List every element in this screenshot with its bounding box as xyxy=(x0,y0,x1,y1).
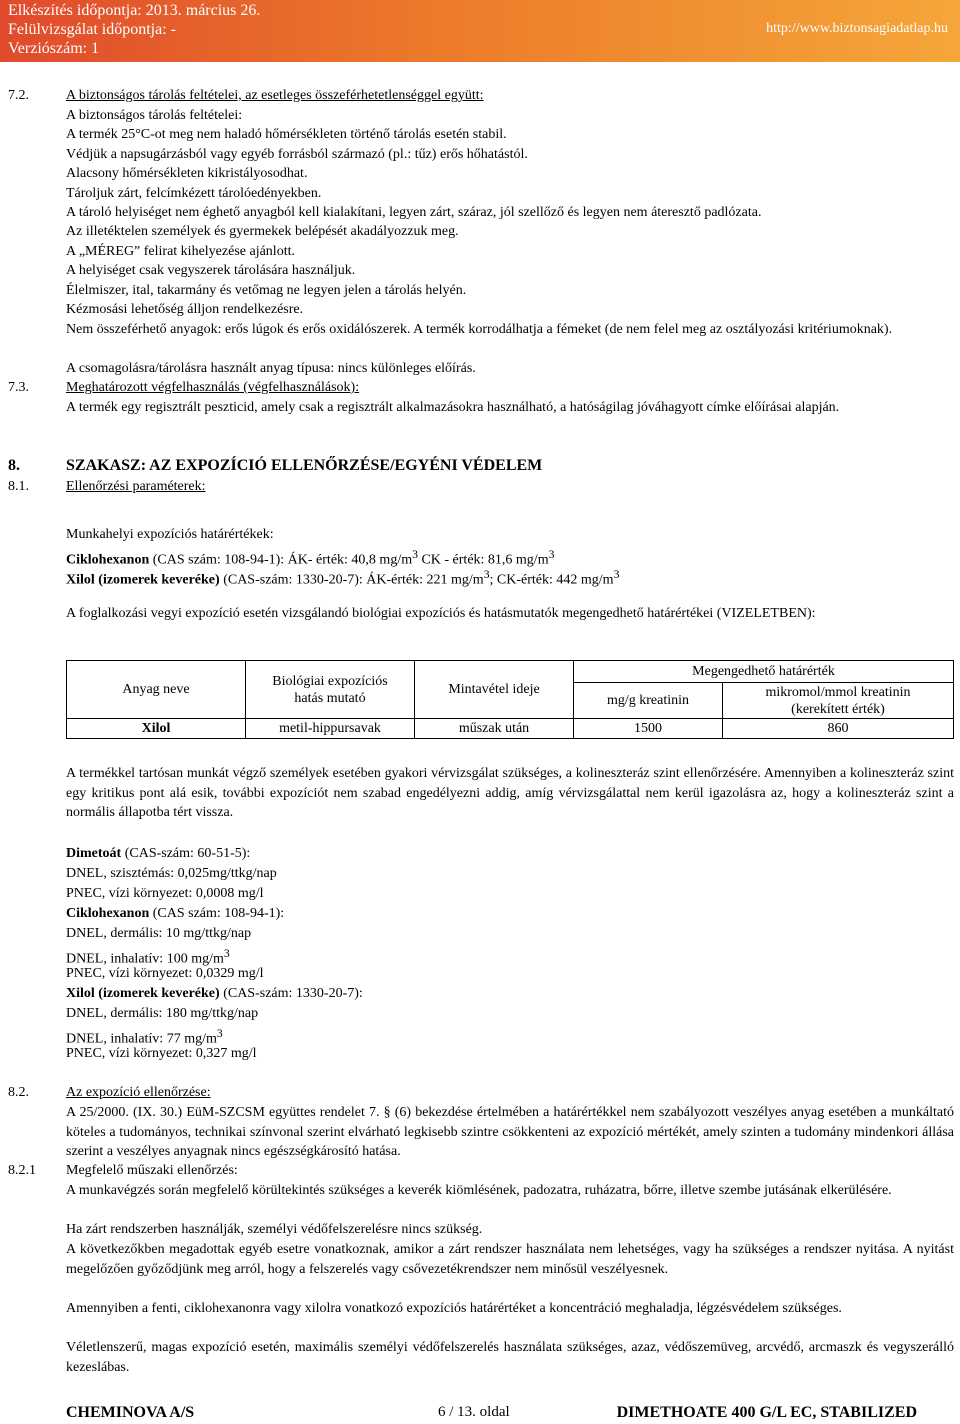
table-cell: műszak után xyxy=(415,719,574,739)
section-number: 8.2.1 xyxy=(8,1163,36,1178)
substance-name: Xilol (izomerek keveréke) xyxy=(66,572,220,588)
revision-date: Felülvizsgálat időpontja: - xyxy=(8,21,176,38)
section-title: Ellenőrzési paraméterek: xyxy=(66,479,206,494)
dnel-value: DNEL, szisztémás: 0,025mg/ttkg/nap xyxy=(66,866,277,881)
text-line: A tároló helyiséget nem éghető anyagból kell kialakítani, legyen zárt, száraz, jól szellőző és legyen nem áteresztő padlózata. xyxy=(66,205,762,220)
pnec-value: PNEC, vízi környezet: 0,0329 mg/l xyxy=(66,966,264,981)
created-date: Elkészítés időpontja: 2013. március 26. xyxy=(8,2,261,19)
paragraph: A munkavégzés során megfelelő körültekintés szükséges a keverék kiömlésének, padozatra, ruházatra, bőrre, illetve szembe jutásának elkerülésére. xyxy=(66,1183,892,1198)
dnel-value: DNEL, dermális: 10 mg/ttkg/nap xyxy=(66,926,252,941)
dnel-value: DNEL, inhalatív: 100 $mg/m^3$ xyxy=(66,947,230,967)
exposure-control-text: A 25/2000. (IX. 30.) EüM-SZCSM együttes rendelet 7. § (6) bekezdése értelmében a határértékkel nem szabályozott veszélyes anyag esetében a munkáltató köteles a tudományos, technikai színvonal szerint elvárható legkisebb szintre csökkenteni az expozíció mértékét, amely szinten a tudomány mindenkori állása szerint a veszélyes anyagnak nincs egészségkárosító hatása. xyxy=(66,1105,954,1159)
table-header-sampling: Mintavétel ideje xyxy=(415,661,574,719)
xylene-limit: Xilol (izomerek keveréke) (CAS-szám: 1330-20-7): ÁK-érték: 221 $mg/m^3$; CK-érték: 442 $mg/m^3$ xyxy=(66,568,620,588)
xylene-heading: Xilol (izomerek keveréke) (CAS-szám: 1330-20-7): xyxy=(66,986,363,1001)
text-line: A „MÉREG” felirat kihelyezése ajánlott. xyxy=(66,244,295,259)
text-line: Élelmiszer, ital, takarmány és vetőmag ne legyen jelen a tárolás helyén. xyxy=(66,283,467,298)
cyclohexanone-limit: Ciklohexanon (CAS szám: 108-94-1): ÁK- érték: 40,8 $mg/m^3$ CK - érték: 81,6 $mg/m^3$ xyxy=(66,548,555,568)
table-cell: 860 xyxy=(723,719,954,739)
section-number: 8.1. xyxy=(8,479,29,494)
footer-product: DIMETHOATE 400 G/L EC, STABILIZED xyxy=(616,1404,917,1421)
dnel-value: DNEL, inhalatív: 77 $mg/m^3$ xyxy=(66,1027,223,1047)
section-number: 7.3. xyxy=(8,380,29,395)
substance-name: Ciklohexanon xyxy=(66,552,150,568)
text-line: A biztonságos tárolás feltételei: xyxy=(66,108,243,123)
incompatibility-text: Nem összeférhető anyagok: erős lúgok és erős oxidálószerek. A termék korrodálhatja a fémeket (de nem felel meg az osztályozási kritériumoknak). xyxy=(66,322,893,337)
text-line: Az illetéktelen személyek és gyermekek belépését akadályozzuk meg. xyxy=(66,224,459,239)
text-line: A termék 25°C-ot meg nem haladó hőmérsékleten történő tárolás esetén stabil. xyxy=(66,127,507,142)
section-heading: SZAKASZ: AZ EXPOZÍCIÓ ELLENŐRZÉSE/EGYÉNI VÉDELEM xyxy=(66,457,543,474)
table-header-limit: Megengedhető határérték xyxy=(574,661,954,683)
paragraph: Amennyiben a fenti, ciklohexanonra vagy xilolra vonatkozó expozíciós határértéket a koncentráció meghaladja, légzésvédelem szükséges. xyxy=(66,1301,842,1316)
table-header-mmol: mikromol/mmol kreatinin (kerekített érték) xyxy=(723,683,954,719)
table-row xyxy=(67,719,954,739)
section-number: 8. xyxy=(8,457,20,474)
text-line: Tároljuk zárt, felcímkézett tárolóedényekben. xyxy=(66,186,322,201)
biological-limits-intro: A foglalkozási vegyi expozíció esetén vizsgálandó biológiai expozíciós és hatásmutatók megengedhető határértékei (VIZELETBEN): xyxy=(66,606,816,621)
pnec-value: PNEC, vízi környezet: 0,327 mg/l xyxy=(66,1046,257,1061)
header-url-link[interactable]: http://www.biztonsagiadatlap.hu xyxy=(766,21,948,36)
section-title: Az expozíció ellenőrzése: xyxy=(66,1085,211,1100)
table-cell: metil-hippursavak xyxy=(246,719,415,739)
section-number: 8.2. xyxy=(8,1085,29,1100)
text-line: Védjük a napsugárzásból vagy egyéb forrásból származó (pl.: tűz) erős hőhatástól. xyxy=(66,147,528,162)
dimethoate-heading: Dimetoát (CAS-szám: 60-51-5): xyxy=(66,846,251,861)
footer-company: CHEMINOVA A/S xyxy=(66,1404,195,1421)
page-header xyxy=(0,0,960,62)
version-number: Verziószám: 1 xyxy=(8,40,100,57)
table-header-indicator: Biológiai expozíciós hatás mutató xyxy=(246,661,415,719)
paragraph: Ha zárt rendszerben használják, személyi védőfelszerelésre nincs szükség. xyxy=(66,1222,483,1237)
pnec-value: PNEC, vízi környezet: 0,0008 mg/l xyxy=(66,886,264,901)
cyclohexanone-heading: Ciklohexanon (CAS szám: 108-94-1): xyxy=(66,906,285,921)
footer-page-number: 6 / 13. oldal xyxy=(438,1404,510,1420)
section-title: A biztonságos tárolás feltételei, az esetleges összeférhetetlenséggel együtt: xyxy=(66,88,484,103)
paragraph: A következőkben megadottak egyéb esetre vonatkoznak, amikor a zárt rendszer használata nem lehetséges, vagy ha szükséges a rendszer nyitása. A nyitást megelőzően győződjünk meg arról, hogy a felszerelés vagy csővezetékrendszer nem minősül veszélyesnek. xyxy=(66,1242,954,1277)
text-line: A helyiséget csak vegyszerek tárolására használjuk. xyxy=(66,263,356,278)
section-title: Megfelelő műszaki ellenőrzés: xyxy=(66,1163,238,1178)
workplace-limits-title: Munkahelyi expozíciós határértékek: xyxy=(66,527,274,542)
biological-limits-table xyxy=(66,660,954,739)
table-cell: 1500 xyxy=(574,719,723,739)
paragraph: Véletlenszerű, magas expozíció esetén, maximális személyi védőfelszerelés használata szükséges, azaz, védőszemüveg, arcvédő, arcmaszk és vegyszerálló kezeslábas. xyxy=(66,1340,954,1375)
cholinesterase-text: A termékkel tartósan munkát végző személyek esetében gyakori vérvizsgálat szükséges, a kolineszteráz szint ellenőrzésére. Amennyiben a kolineszteráz szint egy kritikus pont alá esik, további expozíciót nem szabad engedélyezni addig, amíg vérvizsgálattal nem kerül igazolásra az, hogy a kolineszteráz szint a normális állapotba tért vissza. xyxy=(66,766,954,820)
table-cell: Xilol xyxy=(67,719,246,739)
table-header-mgg: mg/g kreatinin xyxy=(574,683,723,719)
text-line: Alacsony hőmérsékleten kikristályosodhat. xyxy=(66,166,308,181)
section-title: Meghatározott végfelhasználás (végfelhasználások): xyxy=(66,380,360,395)
text-line: Kézmosási lehetőség álljon rendelkezésre. xyxy=(66,302,304,317)
dnel-value: DNEL, dermális: 180 mg/ttkg/nap xyxy=(66,1006,259,1021)
table-header-substance: Anyag neve xyxy=(67,661,246,719)
header-meta xyxy=(8,1,260,58)
section-number: 7.2. xyxy=(8,88,29,103)
end-use-text: A termék egy regisztrált peszticid, amely csak a regisztrált alkalmazásokra használható, a hatóságilag jóváhagyott címke előírásai alapján. xyxy=(66,400,840,415)
packaging-text: A csomagolásra/tárolásra használt anyag típusa: nincs különleges előírás. xyxy=(66,361,476,376)
